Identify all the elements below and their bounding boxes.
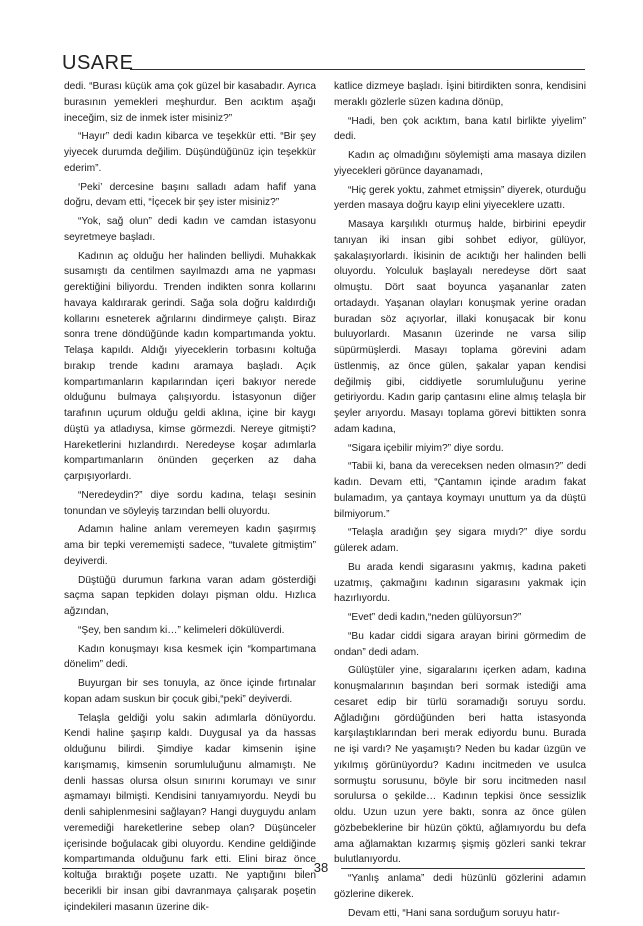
paragraph: Devam etti, “Hani sana sorduğum soruyu hatır-: [348, 907, 560, 919]
paragraph: Kadın aç olmadığını söylemişti ama masaya dizilen yiyecekleri görünce dayanamadı,: [334, 150, 586, 177]
paragraph: “Hiç gerek yoktu, zahmet etmişsin” diyerek, oturduğu yerden masaya doğru kayıp elini yiyeceklere uzattı.: [334, 184, 586, 212]
paragraph: “Sigara içebilir miyim?” diye sordu.: [348, 442, 504, 454]
footer-rule-right: [341, 868, 585, 869]
paragraph: Kadın konuşmayı kısa kesmek için “kompartımana dönelim” dedi.: [64, 643, 316, 671]
paragraph: “Yok, sağ olun” dedi kadın ve camdan istasyonu seyretmeye başladı.: [64, 216, 316, 243]
paragraph: Kadının aç olduğu her halinden belliydi. Muhakkak susamıştı da centilmen sayılmazdı ama ne yapması gerektiğini biliyordu. Trenden indikten sonra kollarını havaya kaldırarak gerindi. Sağa sola doğru kaldırdığı kollarını esneterek ağrılarını dindirmeye çalıştı. Biraz sonra trene döndüğünde kadın kompartımanda yoktu. Telaşa kapıldı. Aldığı yiyeceklerin torbasını koltuğa bırakıp trende kadını aramaya başladı. Açık kompartımanların kapılarından içeri bakıyor nerede olduğunu bulmaya çalışıyordu. İstasyonun diğer tarafının uçurum olduğu geldi aklına, içine bir kaygı düştü ya atladıysa, kimse görmezdi. Nereye gitmişti? Hareketlerini hızlandırdı. Neredeyse koşar adımlarla kompartımanların önünden geçerken az daha çarpışıyorlardı.: [64, 250, 316, 482]
right-text-column: [334, 79, 586, 924]
paragraph: Telaşla geldiği yolu sakin adımlarla dönüyordu. Kendi haline şaşırıp kaldı. Duygusal ya da hassas olduğunu bilirdi. Şimdiye kadar kimsenin işine karışmamış, kimsenin sorumluluğunu almamıştı. Ne denli hassas olursa olsun sınırını korumayı ve sınır aşmamayı bilmişti. Kendisini tanıyamıyordu. Neydi bu denli sahiplenmesini sağlayan? Hangi duyguydu anlam veremediği hareketlerine sebep olan? Düşünceler içerisinde boğulacak gibi oluyordu. Kendine geldiğinde kompartımanda olduğunu fark etti. Elini biraz önce koltuğa bıraktığı poşete uzattı. Ne yaptığını bilen becerikli bir insan gibi davranmaya çalışarak poşetin içindekileri masanın üzerine dik-: [64, 712, 316, 913]
paragraph: “Şey, ben sandım ki…” kelimeleri dökülüverdi.: [78, 624, 285, 636]
paragraph: “Neredeydin?” diye sordu kadına, telaşı sesinin tonundan ve söyleyiş tarzından belli oluyordu.: [64, 489, 316, 517]
header-rule: [130, 69, 585, 70]
paragraph: ‘Peki’ dercesine başını salladı adam hafif yana doğru, devam etti, “İçecek bir şey ister misiniz?”: [64, 181, 316, 209]
paragraph: Adamın haline anlam veremeyen kadın şaşırmış ama bir tepki verememişti sadece, “tuvalete gitmiştim” deyiverdi.: [64, 524, 316, 567]
running-header-title: USARE: [62, 52, 134, 74]
paragraph: “Yanlış anlama” dedi hüzünlü gözlerini adamın gözlerine dikerek.: [334, 873, 586, 900]
paragraph: “Tabii ki, bana da vereceksen neden olmasın?” dedi kadın. Devam etti, “Çantamın içinde aradım fakat bulamadım, ya çantaya koymayı unuttum ya da düştü bilmiyorum.”: [334, 461, 586, 520]
paragraph: “Hadi, ben çok acıktım, bana katıl birlikte yiyelim” dedi.: [334, 115, 586, 143]
footer-rule-left: [62, 868, 302, 869]
paragraph: Düştüğü durumun farkına varan adam gösterdiği saçma sapan tepkiden dolayı pişman oldu. Hızlıca ağzından,: [64, 574, 316, 617]
paragraph: “Bu kadar ciddi sigara arayan birini görmedim de ondan” dedi adam.: [334, 630, 586, 658]
paragraph: Gülüştüler yine, sigaralarını içerken adam, kadına konuşmalarının başından beri sormak istediği ama cesaret edip bir türlü soramadığı soruyu sordu. Ağladığını gördüğünden beri hatta istasyonda karşılaştıklarından beri merak ediyordu bunu. Burada ne işi vardı? Ne yaşamıştı? Neden bu kadar üzgün ve yıkılmış görünüyordu? Kadını incitmeden ve usulca sormuştu sorusunu, böyle bir soru incitmeden nasıl sorulursa o şekilde… Kadının tepkisi önce sessizlik oldu. Uzun uzun yere baktı, sonra az önce gülen gözbebeklerine bir hüzün çöktü, ağlamıyordu bu defa ama ağlamaktan kızarmış şişmiş gözleri sanki tekrar bulutlanıyordu.: [334, 665, 586, 866]
paragraph: “Evet” dedi kadın,“neden gülüyorsun?”: [348, 612, 522, 623]
paragraph: Buyurgan bir ses tonuyla, az önce içinde fırtınalar kopan adam suskun bir çocuk gibi,“peki” deyiverdi.: [64, 678, 316, 705]
paragraph: Bu arada kendi sigarasını yakmış, kadına paketi uzatmış, çakmağını kadının sigarasını yakmak için hazırlıyordu.: [334, 561, 586, 605]
paragraph: Masaya karşılıklı oturmuş halde, birbirini epeydir tanıyan iki insan gibi sohbet ediyor, gülüyor, şakalaşıyorlardı. İkisinin de acıktığı her halinden belli oluyordu. Yolculuk başlayalı neredeyse dört saat olmuştu. Dört saat boyunca yaşananlar zaten ortadaydı. Yaşanan olayları konuşmak yerine oradan buradan söz açıyorlar, illaki konuşacak bir konu buluyorlardı. Masanın üzerinde ne varsa silip süpürmüşlerdi. Masayı toplama görevini adam üstlenmiş, az önce gülen, şakalar yapan kendisi değilmiş gibi, ciddiyetle sorumluluğunu yerine getiriyordu. Kadın garip çantasını eline almış telaşla bir şeyler arıyordu. Masayı toplama görevi bittikten sonra adam kadına,: [334, 219, 586, 435]
paragraph: “Hayır” dedi kadın kibarca ve teşekkür etti. “Bir şey yiyecek durumda değilim. Düşündüğünüz için teşekkür ederim”.: [64, 131, 316, 174]
left-text-column: [64, 79, 316, 918]
paragraph: “Telaşla aradığın şey sigara mıydı?” diye sordu gülerek adam.: [334, 527, 586, 554]
page-number: 38: [313, 860, 329, 875]
paragraph: katlice dizmeye başladı. İşini bitirdikten sonra, kendisini meraklı gözlerle süzen kadına dönüp,: [334, 81, 586, 108]
paragraph: dedi. “Burası küçük ama çok güzel bir kasabadır. Ayrıca burasının yemekleri meşhurdur. Ben acıktım aşağı ineceğim, siz de inmek ister misiniz?”: [64, 81, 316, 124]
